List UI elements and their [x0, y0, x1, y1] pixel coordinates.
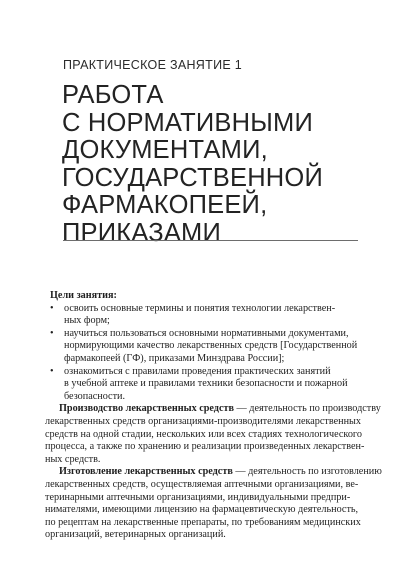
goal-line: ознакомиться с правилами проведения практических занятий: [64, 365, 331, 377]
paragraph-line: по рецептам на лекарственные препараты, по требованиям медицинских: [45, 516, 361, 528]
title-line: ПРИКАЗАМИ: [62, 218, 222, 247]
paragraph-first-line: [45, 466, 382, 479]
bullet-icon: •: [50, 302, 54, 314]
goal-line: фармакопеей (ГФ), приказами Минздрава России];: [64, 352, 285, 364]
paragraph-line: организаций, ветеринарных организаций.: [45, 529, 226, 541]
goal-item: [45, 366, 355, 404]
bullet-icon: •: [50, 365, 54, 377]
paragraph-line: нимателями, имеющими лицензию на фармацевтическую деятельность,: [45, 504, 359, 516]
title-line: ФАРМАКОПЕЕЙ,: [62, 191, 268, 219]
goal-line: нормирующими качество лекарственных средств [Государственной: [64, 340, 358, 352]
title-divider: [63, 240, 358, 241]
goal-line: в учебной аптеке и правилами техники безопасности и пожарной: [64, 378, 348, 390]
paragraph-line: процесса, а также по хранению и реализации произведенных лекарствен-: [45, 441, 365, 453]
title-line: РАБОТА: [62, 81, 164, 109]
title-line: С НОРМАТИВНЫМИ: [62, 108, 314, 137]
paragraph-line: лекарственных средств, осуществляемая аптечными организациями, ве-: [45, 478, 359, 490]
paragraph-line: теринарными аптечными организациями, индивидуальными предпри-: [45, 491, 351, 503]
bullet-icon: •: [50, 327, 54, 339]
definition-paragraph: [45, 466, 382, 542]
paragraph-line: ных средств.: [45, 453, 101, 465]
goal-line: ных форм;: [64, 315, 110, 327]
page-body: [45, 290, 382, 542]
goal-line: научиться пользоваться основными нормативными документами,: [64, 327, 349, 339]
defined-term: Изготовление лекарственных средств: [59, 466, 233, 478]
goals-heading: Цели занятия:: [50, 290, 117, 301]
paragraph-line: лекарственных средств организациями-производителями лекарственных: [45, 415, 361, 427]
definition-text: — деятельность по производству: [233, 403, 381, 415]
goals-list: [45, 302, 358, 404]
goal-line: безопасности.: [64, 390, 126, 402]
title-line: ГОСУДАРСТВЕННОЙ: [62, 163, 323, 192]
chapter-title: [62, 82, 382, 247]
goal-line: освоить основные термины и понятия технологии лекарствен-: [64, 302, 336, 314]
definition-paragraph: [45, 403, 381, 466]
definition-text: — деятельность по изготовлению: [232, 466, 382, 478]
paragraph-first-line: [45, 403, 381, 416]
goal-item: [45, 303, 355, 328]
defined-term: Производство лекарственных средств: [59, 403, 234, 415]
chapter-kicker: ПРАКТИЧЕСКОЕ ЗАНЯТИЕ 1: [63, 58, 243, 72]
title-line: ДОКУМЕНТАМИ,: [62, 136, 268, 164]
paragraph-line: средств на одной стадии, нескольких или всех стадиях технологического: [45, 428, 362, 440]
goal-item: [45, 327, 358, 366]
